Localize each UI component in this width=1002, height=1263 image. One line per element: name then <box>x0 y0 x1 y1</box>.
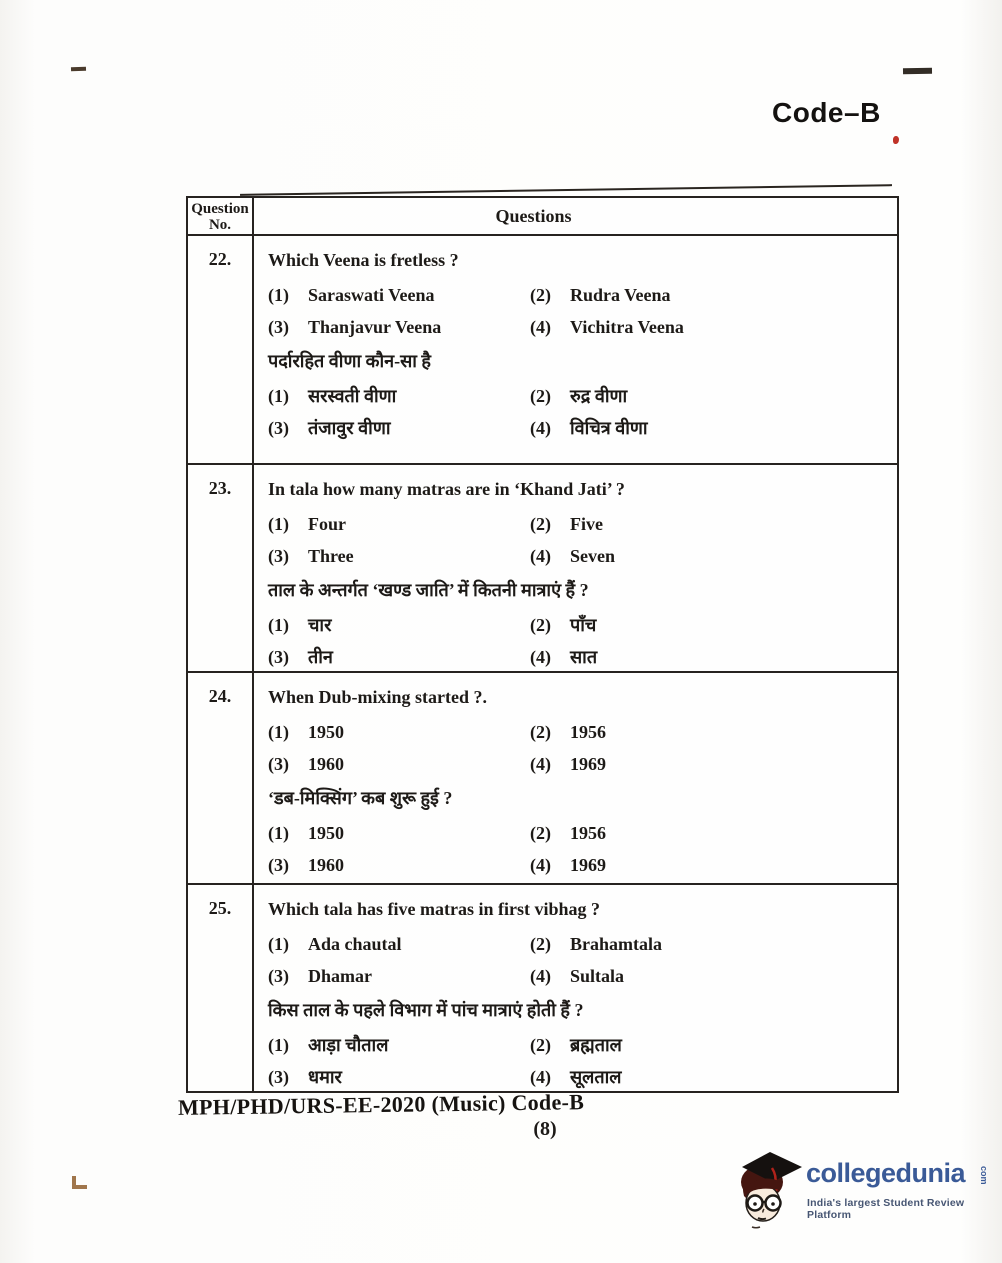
question-content <box>254 673 897 883</box>
option-marker: (4) <box>530 647 551 667</box>
option <box>268 717 530 748</box>
question-content <box>254 465 897 671</box>
option-text: Ada chautal <box>308 934 402 954</box>
question-row-23 <box>188 463 897 671</box>
option-text: 1969 <box>570 855 606 875</box>
option-text: 1960 <box>308 855 344 875</box>
option-text: Seven <box>570 546 615 566</box>
options-hi <box>268 1030 891 1093</box>
option-marker: (2) <box>530 722 551 742</box>
option-text: Dhamar <box>308 966 372 986</box>
option <box>268 929 530 960</box>
option <box>530 1062 891 1093</box>
question-content <box>254 885 897 1093</box>
option-marker: (4) <box>530 1067 551 1087</box>
option-text: Four <box>308 514 346 534</box>
option <box>530 413 891 444</box>
option <box>268 749 530 780</box>
option-marker: (4) <box>530 546 551 566</box>
question-number: 23. <box>188 465 254 671</box>
options-en <box>268 280 891 343</box>
collegedunia-brand-text: collegedunia <box>806 1158 966 1188</box>
option-marker: (3) <box>268 754 289 774</box>
option-text: ब्रह्मताल <box>570 1035 622 1055</box>
option-marker: (4) <box>530 966 551 986</box>
option-text: Rudra Veena <box>570 285 671 305</box>
option-marker: (2) <box>530 1035 551 1055</box>
option-text: तंजावुर वीणा <box>308 418 391 438</box>
question-table <box>186 196 899 1093</box>
option-text: आड़ा चौताल <box>308 1035 389 1055</box>
question-row-25 <box>188 883 897 1093</box>
question-row-22 <box>188 236 897 463</box>
option-marker: (4) <box>530 855 551 875</box>
option-text: विचित्र वीणा <box>570 418 648 438</box>
question-number: 22. <box>188 236 254 463</box>
option-marker: (1) <box>268 386 289 406</box>
graduate-student-mascot-icon <box>736 1150 806 1232</box>
option <box>268 961 530 992</box>
option <box>268 818 530 849</box>
page-number: (8) <box>533 1118 557 1140</box>
footer-exam-code: MPH/PHD/URS-EE-2020 (Music) Code-B <box>177 1089 585 1120</box>
option <box>530 929 891 960</box>
red-ink-dot <box>893 136 899 144</box>
option-marker: (2) <box>530 934 551 954</box>
options-en <box>268 717 891 780</box>
option-marker: (3) <box>268 966 289 986</box>
option-text: Saraswati Veena <box>308 285 435 305</box>
options-hi <box>268 610 891 671</box>
option <box>530 541 891 572</box>
option-text: Vichitra Veena <box>570 317 684 337</box>
option-text: सात <box>570 647 598 667</box>
option-marker: (3) <box>268 317 289 337</box>
question-text-en: Which tala has five matras in first vibhag ? <box>268 899 601 919</box>
scan-artifact-line <box>240 184 892 196</box>
option-text: 1956 <box>570 823 606 843</box>
option <box>530 850 891 881</box>
option-marker: (3) <box>268 418 289 438</box>
option <box>530 717 891 748</box>
option-marker: (4) <box>530 418 551 438</box>
collegedunia-tagline: India's largest Student Review Platform <box>807 1197 965 1221</box>
paper-code-label: Code–B <box>772 97 881 128</box>
options-hi <box>268 381 891 444</box>
option-marker: (3) <box>268 647 289 667</box>
option-text: सूलताल <box>570 1067 622 1087</box>
option <box>530 509 891 540</box>
scan-corner-mark-bottom-left <box>72 1176 87 1189</box>
option-text: चार <box>308 615 332 635</box>
header-question-no <box>188 198 254 234</box>
question-number: 25. <box>188 885 254 1093</box>
options-hi <box>268 818 891 881</box>
option-text: 1960 <box>308 754 344 774</box>
scan-mark-top-left <box>71 67 86 72</box>
option-marker: (2) <box>530 285 551 305</box>
option <box>530 961 891 992</box>
option <box>268 509 530 540</box>
option <box>530 381 891 412</box>
option-text: Thanjavur Veena <box>308 317 442 337</box>
option <box>268 541 530 572</box>
option <box>268 413 530 444</box>
option-marker: (1) <box>268 934 289 954</box>
option <box>268 642 530 671</box>
option-marker: (4) <box>530 754 551 774</box>
option <box>530 818 891 849</box>
header-questions: Questions <box>495 206 572 226</box>
option-text: 1950 <box>308 823 344 843</box>
option-marker: (1) <box>268 823 289 843</box>
option-marker: (1) <box>268 514 289 534</box>
option <box>530 280 891 311</box>
question-text-hi: पर्दारहित वीणा कौन-सा है <box>268 351 431 371</box>
option <box>268 381 530 412</box>
option <box>268 1062 530 1093</box>
header-question-no-line1: Question <box>191 201 249 217</box>
option-text: सरस्वती वीणा <box>308 386 397 406</box>
option-marker: (3) <box>268 546 289 566</box>
option <box>268 312 530 343</box>
options-en <box>268 929 891 992</box>
option <box>530 749 891 780</box>
option-marker: (2) <box>530 514 551 534</box>
option-text: 1950 <box>308 722 344 742</box>
option-marker: (4) <box>530 317 551 337</box>
question-number: 24. <box>188 673 254 883</box>
collegedunia-tld-text: com <box>979 1166 989 1185</box>
option <box>530 642 891 671</box>
collegedunia-logo <box>736 1150 998 1236</box>
question-text-en: Which Veena is fretless ? <box>268 250 459 270</box>
question-text-en: When Dub-mixing started ?. <box>268 687 488 707</box>
option <box>530 1030 891 1061</box>
option-text: 1956 <box>570 722 606 742</box>
question-text-hi: ‘डब-मिक्सिंग’ कब शुरू हुई ? <box>268 788 453 808</box>
option <box>530 312 891 343</box>
header-question-no-line2: No. <box>208 217 232 233</box>
option-marker: (1) <box>268 615 289 635</box>
option-text: रुद्र वीणा <box>570 386 628 406</box>
option <box>268 850 530 881</box>
option-marker: (3) <box>268 1067 289 1087</box>
question-text-en: In tala how many matras are in ‘Khand Jati’ ? <box>268 479 625 499</box>
option-marker: (2) <box>530 386 551 406</box>
option-marker: (2) <box>530 823 551 843</box>
option-text: 1969 <box>570 754 606 774</box>
question-text-hi: किस ताल के पहले विभाग में पांच मात्राएं होती हैं ? <box>268 1000 584 1020</box>
option-marker: (1) <box>268 722 289 742</box>
scan-mark-top-right <box>903 68 932 75</box>
option-marker: (1) <box>268 285 289 305</box>
option-marker: (2) <box>530 615 551 635</box>
option <box>268 610 530 641</box>
option-marker: (3) <box>268 855 289 875</box>
table-header-row <box>188 198 897 236</box>
option <box>530 610 891 641</box>
option-text: Brahamtala <box>570 934 662 954</box>
option-text: धमार <box>308 1067 342 1087</box>
option-text: पाँच <box>570 615 597 635</box>
option <box>268 1030 530 1061</box>
question-row-24 <box>188 671 897 883</box>
option-text: तीन <box>308 647 333 667</box>
option-text: Three <box>308 546 354 566</box>
question-content <box>254 236 897 463</box>
option-text: Five <box>570 514 603 534</box>
option <box>268 280 530 311</box>
options-en <box>268 509 891 572</box>
option-text: Sultala <box>570 966 625 986</box>
option-marker: (1) <box>268 1035 289 1055</box>
question-text-hi: ताल के अन्तर्गत ‘खण्ड जाति’ में कितनी मात्राएं हैं ? <box>268 580 589 600</box>
